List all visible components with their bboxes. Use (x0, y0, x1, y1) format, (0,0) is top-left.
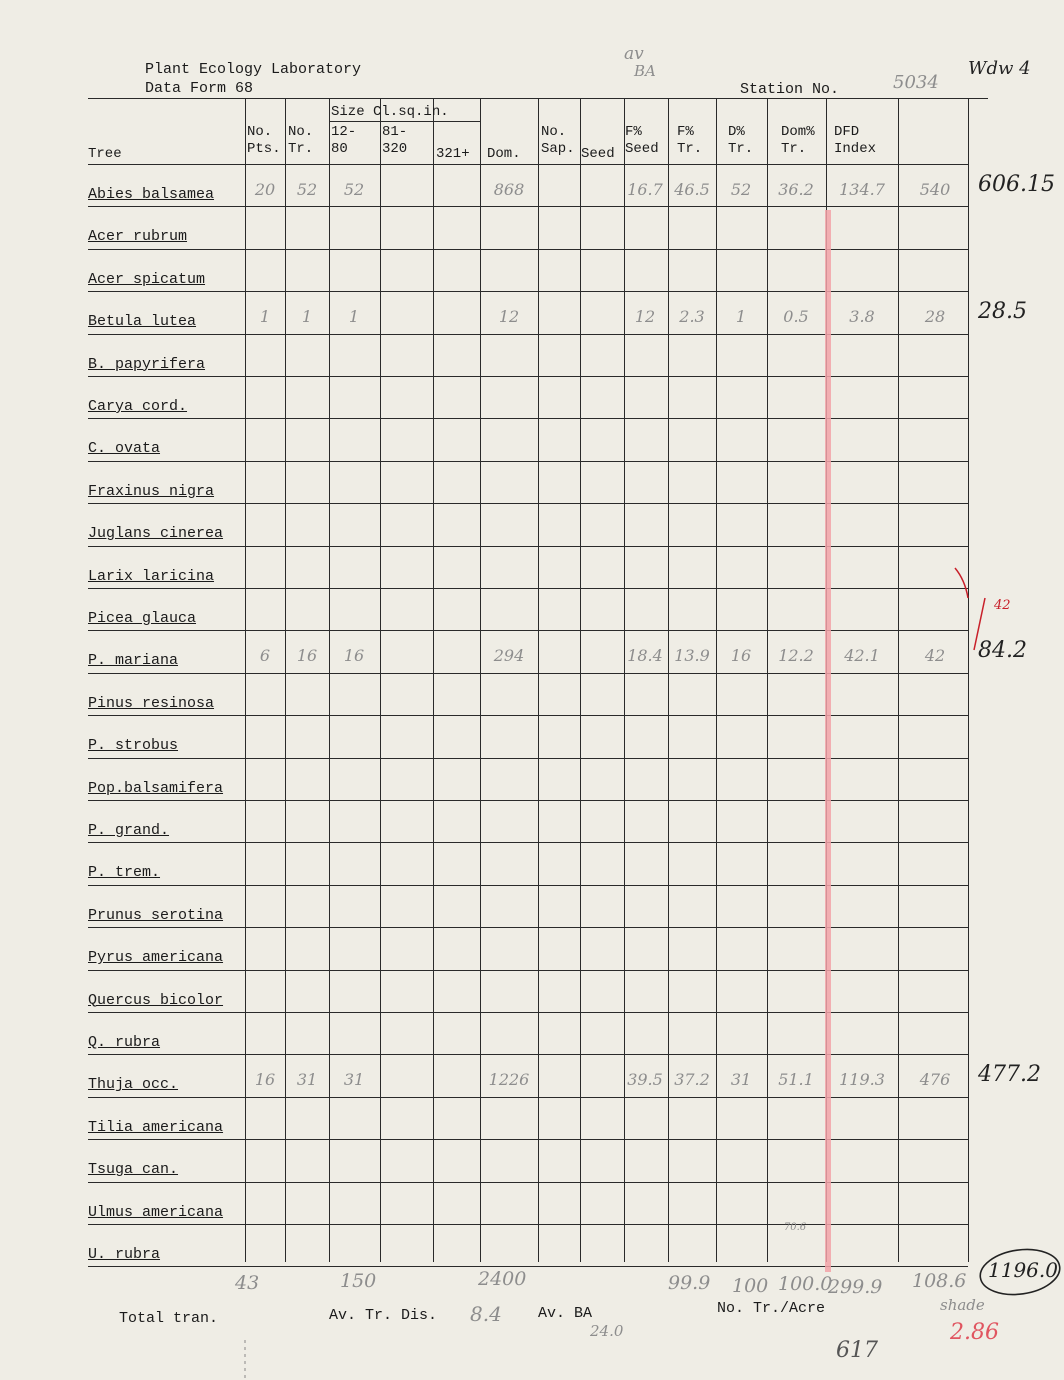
grid-row-line (88, 418, 968, 419)
cell-s1: 31 (343, 1070, 365, 1090)
cell-dom: 868 (493, 180, 525, 199)
tree-name: Picea glauca (88, 610, 197, 627)
grid-row-line (88, 1012, 968, 1013)
no-tr-acre-label: No. Tr./Acre (717, 1300, 826, 1317)
lab-title: Plant Ecology Laboratory (145, 61, 362, 78)
column-header-fseed: F% Seed (625, 124, 659, 157)
column-header-s3: 321+ (436, 146, 470, 162)
cell-dom: 294 (493, 646, 525, 666)
total-dfd: 299.9 (828, 1276, 883, 1298)
grid-row-line (88, 1266, 968, 1267)
cell-tr: 16 (296, 646, 318, 666)
tree-name: Tilia americana (88, 1118, 224, 1136)
cell-extra: 42 (924, 646, 946, 666)
column-header-tr: No. Tr. (288, 124, 314, 157)
grid-row-line (88, 503, 968, 504)
grid-row-line (88, 673, 968, 674)
cell-dtr: 1 (735, 307, 747, 327)
column-header-seed: Seed (581, 146, 615, 162)
column-header-dom: Dom. (487, 146, 521, 162)
column-header-pts: No. Pts. (247, 124, 281, 157)
tree-name: Quercus bicolor (88, 991, 224, 1009)
av-ba-value: 24.0 (590, 1322, 624, 1340)
cell-dfd: 3.8 (849, 307, 875, 327)
cell-s1: 1 (348, 307, 360, 327)
row-total: 84.2 (978, 638, 1027, 664)
column-header-tree: Tree (88, 146, 122, 162)
tree-name: P. grand. (88, 822, 170, 839)
grid-row-line (88, 1139, 968, 1140)
cell-ftr: 37.2 (674, 1070, 710, 1090)
shade-value: 2.86 (950, 1320, 999, 1345)
cell-pts: 6 (259, 646, 271, 666)
cell-domtr: 0.5 (783, 307, 809, 327)
grid-row-line (88, 376, 968, 377)
grid-row-line (88, 206, 968, 207)
tree-name: Carya cord. (88, 398, 188, 415)
grid-column-line (898, 98, 899, 1262)
form-title: Data Form 68 (145, 80, 254, 97)
row-total: 28.5 (978, 299, 1027, 325)
column-header-size-class: Size Cl.sq.in. (331, 104, 449, 120)
grid-row-line (88, 588, 968, 589)
cell-ftr: 13.9 (674, 646, 710, 666)
grid-row-line (88, 1224, 968, 1225)
cell-fseed: 12 (634, 307, 656, 327)
grid-row-line (88, 546, 968, 547)
cell-s1: 52 (343, 180, 365, 199)
total-pts: 43 (235, 1272, 260, 1294)
cell-tr: 31 (296, 1070, 318, 1090)
row-total: 477.2 (978, 1062, 1041, 1088)
column-header-s2: 81- 320 (382, 124, 408, 157)
cell-ftr: 46.5 (674, 180, 710, 199)
grid-row-line (88, 842, 968, 843)
av-ba-label: Av. BA (538, 1305, 593, 1322)
cell-dtr: 16 (730, 646, 752, 666)
tree-name: U. rubra (88, 1246, 161, 1263)
cell-dom: 12 (498, 307, 520, 327)
grid-row-line (88, 630, 968, 631)
av-tr-dis-label: Av. Tr. Dis. (329, 1307, 438, 1324)
cell-dom: 1226 (488, 1070, 530, 1090)
tree-name: Acer spicatum (88, 270, 206, 288)
cell-dtr: 52 (730, 180, 752, 199)
column-header-sap: No. Sap. (541, 124, 575, 157)
tree-name: Thuja occ. (88, 1076, 179, 1094)
tree-name: Larix laricina (88, 567, 215, 585)
cell-tr: 52 (296, 180, 318, 199)
tree-name: Pyrus americana (88, 949, 224, 967)
cell-s1: 16 (343, 646, 365, 666)
grid-row-line (88, 885, 968, 886)
grid-row-line (88, 758, 968, 759)
tree-name: P. trem. (88, 864, 161, 882)
tree-name: Prunus serotina (88, 906, 224, 924)
cell-domtr: 12.2 (778, 646, 814, 666)
cell-fseed: 39.5 (627, 1070, 663, 1090)
grid-row-line (88, 800, 968, 801)
cell-ftr: 2.3 (679, 307, 705, 327)
grid-column-line (580, 98, 581, 1262)
cell-dfd: 119.3 (839, 1070, 885, 1090)
cell-pts: 1 (259, 307, 271, 327)
grid-row-line (88, 1054, 968, 1055)
tree-name: B. papyrifera (88, 355, 206, 373)
grid-row-line (88, 291, 968, 292)
tree-name: P. mariana (88, 652, 179, 670)
total-domtr: 100.0 (778, 1273, 833, 1295)
cell-domtr-small: 70.6 (783, 1222, 807, 1233)
tree-name: Tsuga can. (88, 1161, 179, 1179)
total-dtr: 100 (732, 1275, 769, 1297)
tree-name: Fraxinus nigra (88, 482, 215, 500)
grid-row-line (88, 334, 968, 335)
cell-pts: 20 (254, 180, 276, 199)
cell-fseed: 16.7 (627, 180, 663, 199)
grid-row-line (88, 164, 968, 165)
total-extra: 108.6 (912, 1270, 967, 1292)
no-tr-acre-value: 617 (836, 1338, 878, 1363)
top-right-note: Wdw 4 (968, 58, 1031, 79)
av-tr-dis-value: 8.4 (470, 1302, 502, 1326)
column-header-s1: 12- 80 (331, 124, 357, 157)
column-header-dfd: DFD Index (834, 124, 877, 157)
margin-red-note: 42 (994, 598, 1011, 613)
cell-domtr: 36.2 (778, 180, 814, 199)
grid-row-line (88, 249, 968, 250)
grid-row-line (88, 1182, 968, 1183)
tree-name: Betula lutea (88, 313, 197, 331)
column-header-dtr: D% Tr. (728, 124, 754, 157)
tree-name: Q. rubra (88, 1034, 161, 1051)
cell-extra: 28 (924, 307, 946, 327)
grid-row-line (88, 970, 968, 971)
total-dom: 2400 (478, 1268, 527, 1290)
pencil-top-ba: BA (634, 62, 656, 80)
total-s1: 150 (340, 1270, 377, 1292)
cell-domtr: 51.1 (778, 1070, 814, 1090)
tree-name: Juglans cinerea (88, 525, 224, 543)
station-label: Station No. (740, 81, 840, 98)
tree-name: Ulmus americana (88, 1203, 224, 1221)
red-highlighter-mark (825, 210, 831, 1272)
total-tran-label: Total tran. (119, 1310, 219, 1327)
total-ftr: 99.9 (668, 1272, 711, 1294)
grid-row-line (88, 461, 968, 462)
cell-extra: 540 (919, 180, 951, 199)
row-total: 606.15 (978, 172, 1055, 197)
tree-name: C. ovata (88, 440, 161, 458)
grid-column-line (433, 98, 434, 1262)
cell-pts: 16 (254, 1070, 276, 1090)
tree-name: Acer rubrum (88, 228, 188, 246)
cell-tr: 1 (301, 307, 313, 327)
cell-extra: 476 (919, 1070, 951, 1090)
cell-fseed: 18.4 (627, 646, 663, 666)
shade-label: shade (940, 1296, 985, 1314)
cell-dtr: 31 (730, 1070, 752, 1090)
column-header-domtr: Dom% Tr. (781, 124, 815, 157)
grid-column-line (968, 98, 969, 1262)
grid-row-line (88, 927, 968, 928)
grid-row-line (88, 1097, 968, 1098)
grid-row-line (88, 715, 968, 716)
tree-name: Pop.balsamifera (88, 779, 224, 797)
tree-name: Pinus resinosa (88, 694, 215, 712)
pencil-top-av: av (624, 44, 644, 64)
tree-name: Abies balsamea (88, 186, 215, 203)
station-value: 5034 (893, 72, 939, 93)
grand-total: 1196.0 (988, 1258, 1058, 1282)
column-header-ftr: F% Tr. (677, 124, 703, 157)
size-class-rule (329, 121, 480, 122)
cell-dfd: 42.1 (844, 646, 880, 666)
cell-dfd: 134.7 (839, 180, 885, 199)
tree-name: P. strobus (88, 737, 179, 755)
